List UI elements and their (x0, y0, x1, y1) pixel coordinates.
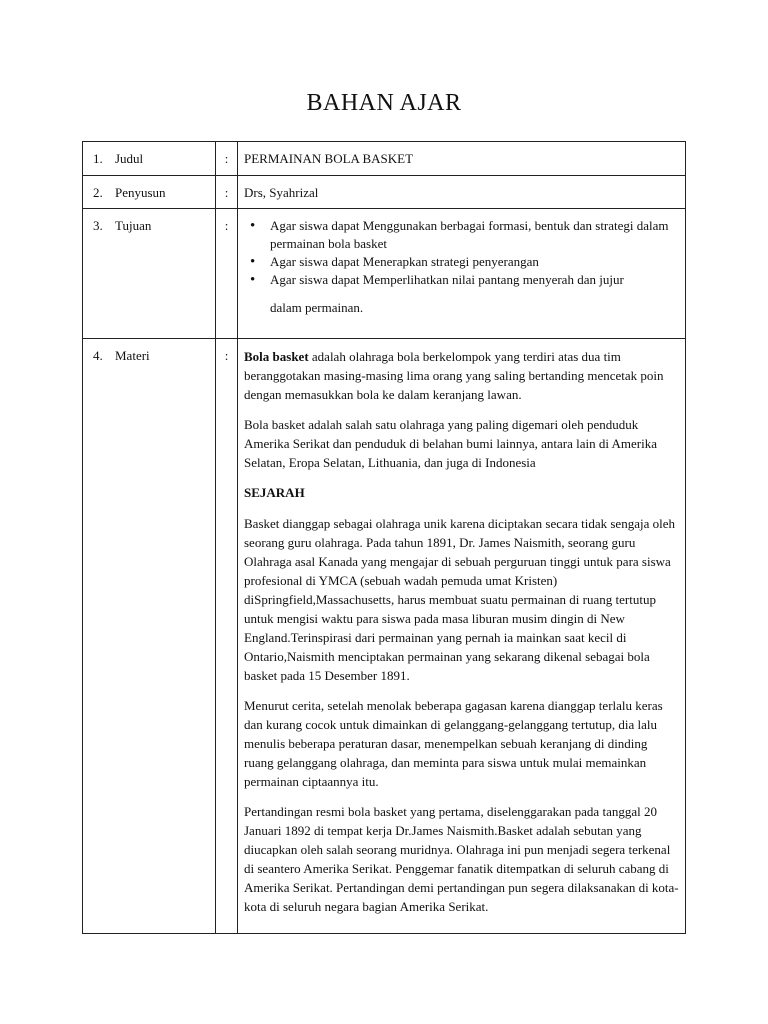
table-row (83, 209, 686, 339)
paragraph: Basket dianggap sebagai olahraga unik karena diciptakan secara tidak sengaja oleh seorang guru olahraga. Pada tahun 1891, Dr. James Naismith, seorang guru Olahraga asal Kanada yang mengajar di sebuah perguruan tinggi untuk para siswa profesional di YMCA (sebuah wadah pemuda umat Kristen) diSpringfield,Massachusetts, harus membuat suatu permainan di ruang tertutup untuk mengisi waktu para siswa pada masa liburan musim dingin di New England.Terinspirasi dari permainan yang pernah ia mainkan saat kecil di Ontario,Naismith menciptakan permainan yang sekarang dikenal sebagai bola basket pada 15 Desember 1891. (244, 516, 675, 683)
section-heading: SEJARAH (244, 485, 305, 500)
paragraph: Bola basket adalah salah satu olahraga yang paling digemari oleh penduduk Amerika Serikat dan penduduk di belahan bumi lainnya, antara lain di Amerika Selatan, Eropa Selatan, Lithuania, dan juga di Indonesia (244, 417, 657, 470)
paragraph (244, 347, 679, 404)
row-number: 1. (93, 151, 103, 166)
row-colon: : (216, 339, 238, 934)
judul-value: PERMAINAN BOLA BASKET (238, 142, 686, 176)
lesson-table (82, 141, 686, 934)
row-label: Penyusun (115, 184, 166, 200)
row-label: Tujuan (115, 218, 152, 233)
page-title: BAHAN AJAR (306, 90, 462, 116)
row-label: Judul (115, 151, 144, 166)
row-label: Materi (115, 348, 150, 363)
paragraph: Menurut cerita, setelah menolak beberapa gagasan karena dianggap terlalu keras dan kurang cocok untuk dimainkan di gelanggang-gelanggang tertutup, dia lalu menulis beberapa peraturan dasar, menempelkan sebuah keranjang di dinding ruang gelanggang olahraga, dan meminta para siswa untuk mulai memainkan permainan ciptaannya itu. (244, 698, 663, 789)
table-row (83, 142, 686, 176)
list-item: • Agar siswa dapat Menerapkan strategi penyerangan (270, 253, 679, 271)
row-colon: : (216, 142, 238, 176)
row-label-cell (83, 142, 216, 176)
paragraph-text: adalah olahraga bola berkelompok yang terdiri atas dua tim beranggotakan masing-masing lima orang yang saling bertanding mencetak poin dengan memasukkan bola ke dalam keranjang lawan. (244, 349, 664, 402)
row-colon: : (216, 209, 238, 339)
objective-continuation: dalam permainan. (270, 300, 364, 315)
list-item: • Agar siswa dapat Menggunakan berbagai formasi, bentuk dan strategi dalam permainan bola basket (270, 217, 679, 253)
list-item: • Agar siswa dapat Memperlihatkan nilai pantang menyerah dan jujur (270, 271, 679, 289)
bold-term: Bola basket (244, 349, 309, 364)
row-label-cell (83, 175, 216, 209)
row-number: 4. (93, 348, 103, 363)
row-label-cell (83, 209, 216, 339)
materi-value (238, 339, 686, 934)
paragraph: Pertandingan resmi bola basket yang pertama, diselenggarakan pada tanggal 20 Januari 1892 di tempat kerja Dr.James Naismith.Basket adalah sebutan yang diucapkan oleh salah seorang muridnya. Olahraga ini pun menjadi segera terkenal di seantero Amerika Serikat. Penggemar fanatik ditempatkan di seluruh cabang di Amerika Serikat. Pertandingan demi pertandingan pun segera dilaksanakan di kota-kota di seluruh negara bagian Amerika Serikat. (244, 804, 679, 914)
row-number: 2. (93, 184, 103, 200)
row-label-cell (83, 339, 216, 934)
table-row (83, 339, 686, 934)
objectives-list (244, 217, 679, 289)
row-number: 3. (93, 218, 103, 233)
penyusun-value: Drs, Syahrizal (238, 175, 686, 209)
table-row (83, 175, 686, 209)
row-colon: : (216, 175, 238, 209)
tujuan-value (238, 209, 686, 339)
